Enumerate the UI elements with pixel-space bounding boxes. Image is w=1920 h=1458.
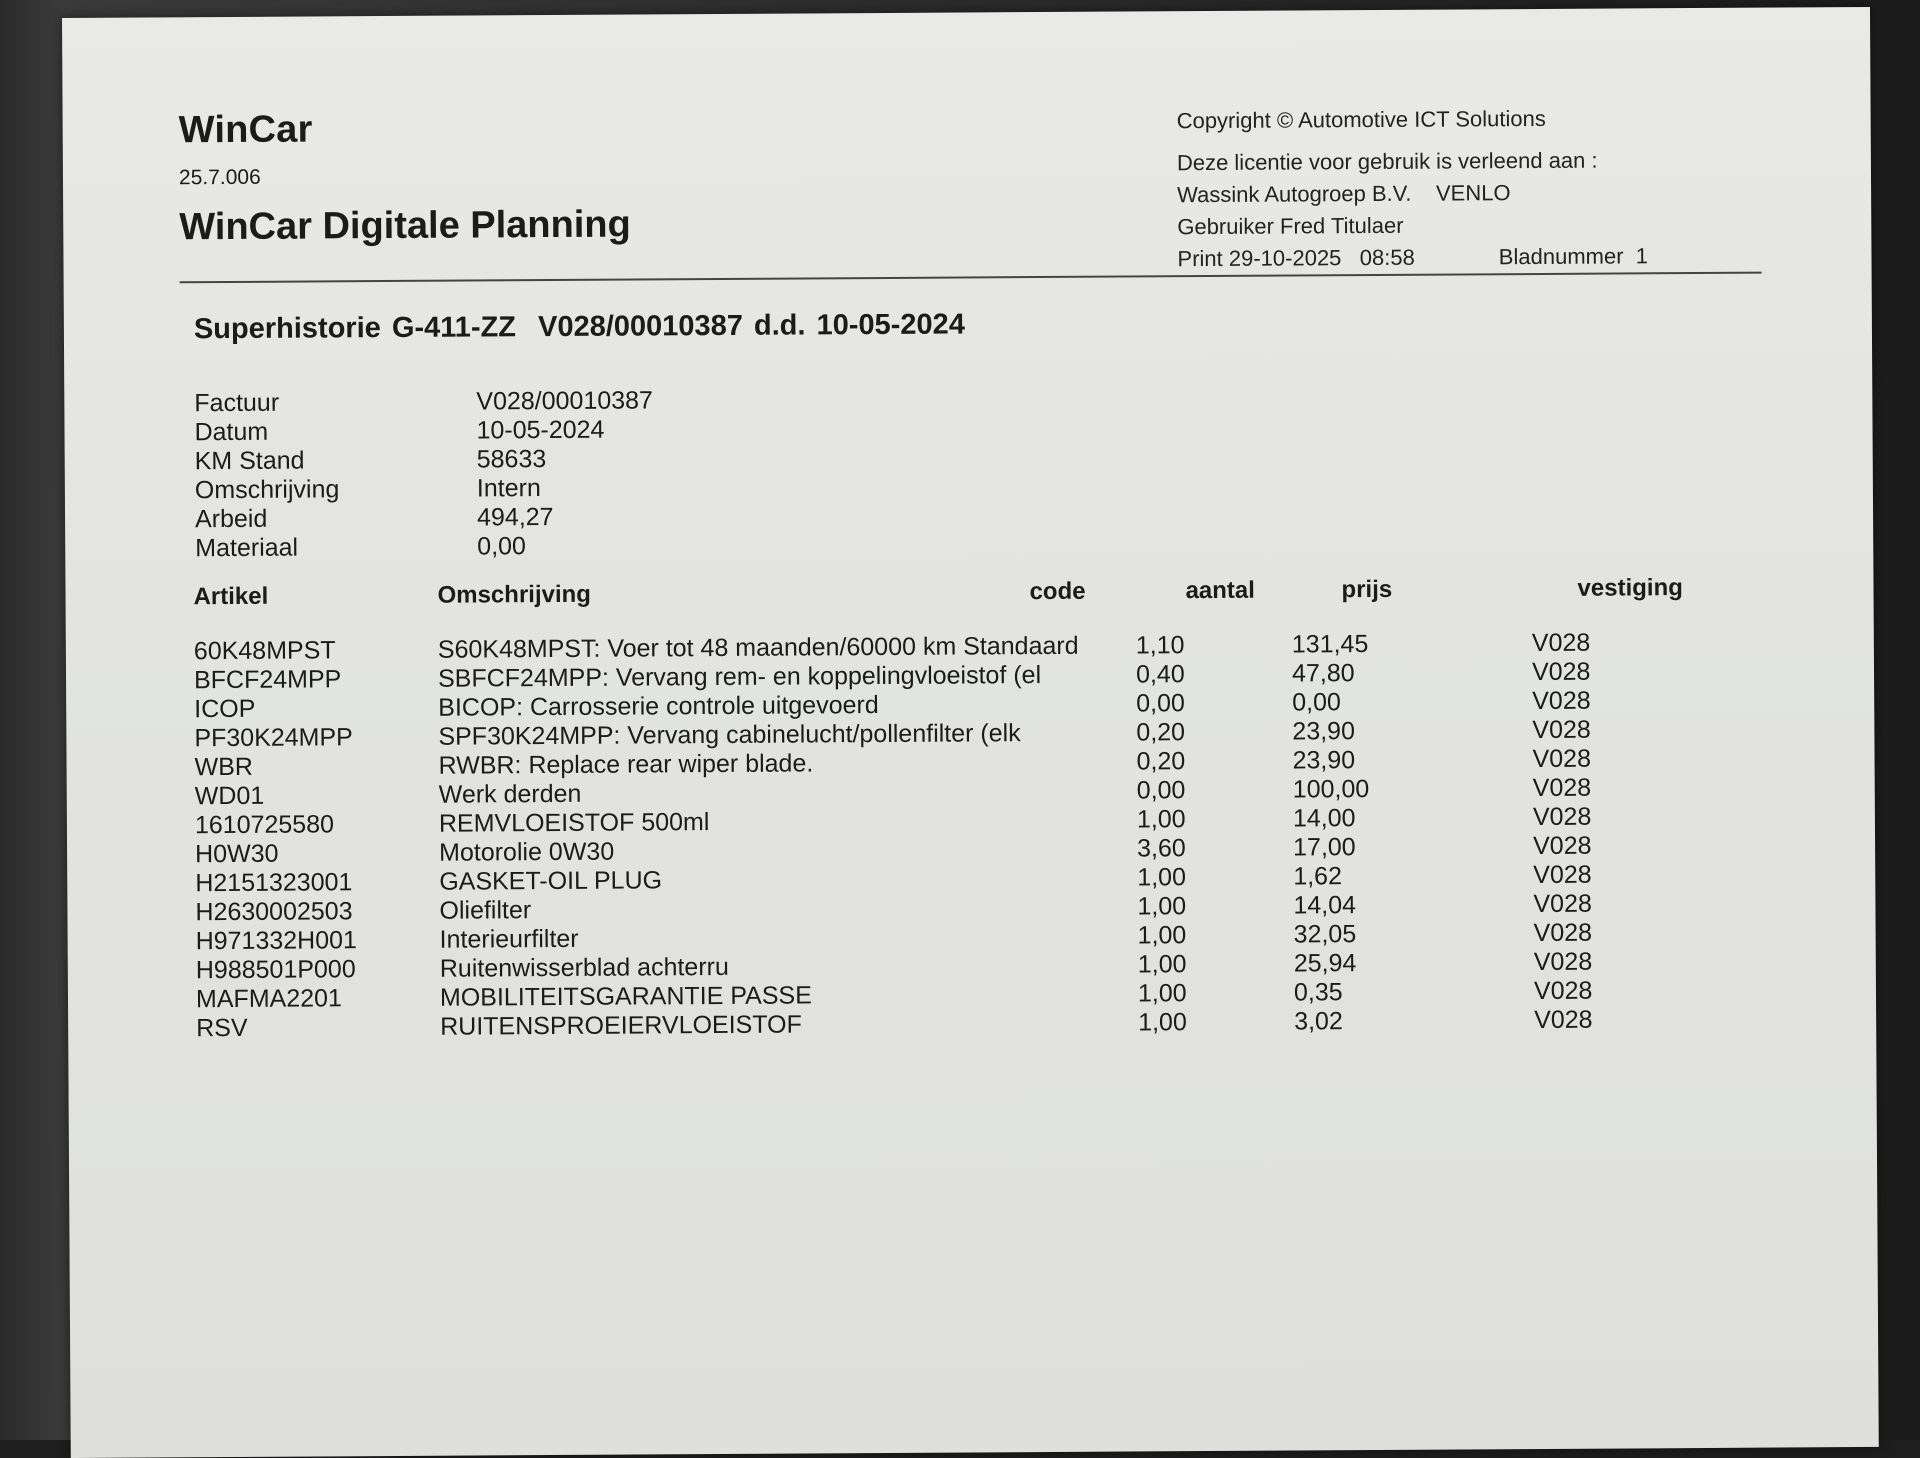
- cell-omschrijving: MOBILITEITSGARANTIE PASSE: [440, 979, 1138, 1012]
- cell-artikel: RSV: [196, 1013, 440, 1043]
- cell-artikel: WD01: [195, 781, 439, 811]
- cell-prijs: 23,90: [1292, 716, 1532, 746]
- cell-vestiging: V028: [1534, 947, 1714, 977]
- cell-omschrijving: GASKET-OIL PLUG: [439, 863, 1137, 896]
- cell-vestiging: V028: [1533, 831, 1713, 861]
- summary-row: [195, 502, 654, 534]
- line-items-table: [193, 574, 1776, 1044]
- table-header: [193, 574, 1773, 638]
- printed-page: [62, 7, 1879, 1458]
- cell-artikel: H0W30: [195, 839, 439, 869]
- cell-prijs: 0,00: [1292, 687, 1532, 717]
- cell-prijs: 17,00: [1293, 832, 1533, 862]
- cell-omschrijving: RUITENSPROEIERVLOEISTOF: [440, 1008, 1138, 1041]
- summary-label: Materiaal: [195, 532, 477, 563]
- summary-value: Intern: [477, 474, 541, 503]
- cell-vestiging: V028: [1534, 976, 1714, 1006]
- print-datetime: Print 29-10-2025 08:58: [1177, 242, 1414, 275]
- cell-omschrijving: Werk derden: [439, 776, 1137, 809]
- cell-artikel: 60K48MPST: [194, 636, 438, 666]
- cell-prijs: 25,94: [1294, 948, 1534, 978]
- cell-artikel: 1610725580: [195, 810, 439, 840]
- cell-aantal: 0,20: [1136, 746, 1292, 776]
- app-version: 25.7.006: [179, 164, 631, 191]
- header-divider: [180, 272, 1762, 284]
- app-name: WinCar: [179, 107, 631, 153]
- summary-label: Omschrijving: [195, 474, 477, 505]
- cell-aantal: 1,00: [1138, 978, 1294, 1008]
- cell-aantal: 0,20: [1136, 717, 1292, 747]
- cell-vestiging: V028: [1534, 918, 1714, 948]
- cell-vestiging: V028: [1533, 860, 1713, 890]
- col-header-omschrijving: Omschrijving: [437, 578, 1029, 636]
- cell-vestiging: V028: [1534, 1005, 1714, 1035]
- user-name: Gebruiker Fred Titulaer: [1177, 208, 1648, 243]
- cell-omschrijving: SBFCF24MPP: Vervang rem- en koppelingvloeistof (el: [438, 660, 1136, 693]
- cell-prijs: 100,00: [1293, 774, 1533, 804]
- document-title: Superhistorie G-411-ZZ V028/00010387 d.d. 10-05-2024: [194, 308, 965, 346]
- licensee: Wassink Autogroep B.V. VENLO: [1177, 176, 1648, 211]
- table-body: [194, 628, 1776, 1044]
- print-line: [1177, 240, 1648, 275]
- cell-vestiging: V028: [1532, 686, 1712, 716]
- cell-omschrijving: REMVLOEISTOF 500ml: [439, 805, 1137, 838]
- cell-vestiging: V028: [1532, 715, 1712, 745]
- cell-artikel: ICOP: [194, 694, 438, 724]
- summary-label: KM Stand: [195, 445, 477, 476]
- cell-vestiging: V028: [1533, 773, 1713, 803]
- header-left: [179, 107, 631, 250]
- copyright-notice: Copyright © Automotive ICT Solutions: [1177, 102, 1648, 137]
- cell-artikel: H2151323001: [195, 868, 439, 898]
- cell-vestiging: V028: [1532, 657, 1712, 687]
- cell-artikel: PF30K24MPP: [194, 723, 438, 753]
- cell-artikel: MAFMA2201: [196, 984, 440, 1014]
- license-text: Deze licentie voor gebruik is verleend aan :: [1177, 144, 1648, 179]
- cell-aantal: 1,10: [1136, 630, 1292, 660]
- cell-aantal: 1,00: [1137, 891, 1293, 921]
- cell-aantal: 0,40: [1136, 659, 1292, 689]
- cell-aantal: 1,00: [1138, 949, 1294, 979]
- summary-value: V028/00010387: [476, 386, 653, 416]
- cell-artikel: H971332H001: [196, 926, 440, 956]
- cell-omschrijving: Motorolie 0W30: [439, 834, 1137, 867]
- cell-vestiging: V028: [1532, 744, 1712, 774]
- cell-aantal: 1,00: [1137, 804, 1293, 834]
- cell-prijs: 1,62: [1293, 861, 1533, 891]
- summary-row: [195, 444, 654, 476]
- summary-row: [194, 415, 653, 447]
- cell-aantal: 1,00: [1138, 1007, 1294, 1037]
- cell-vestiging: V028: [1533, 802, 1713, 832]
- cell-artikel: WBR: [194, 752, 438, 782]
- cell-omschrijving: RWBR: Replace rear wiper blade.: [438, 747, 1136, 780]
- cell-vestiging: V028: [1533, 889, 1713, 919]
- summary-value: 10-05-2024: [476, 416, 604, 446]
- cell-prijs: 3,02: [1294, 1006, 1534, 1036]
- cell-artikel: BFCF24MPP: [194, 665, 438, 695]
- cell-omschrijving: Ruitenwisserblad achterru: [440, 950, 1138, 983]
- summary-label: Datum: [194, 416, 476, 447]
- cell-prijs: 131,45: [1292, 629, 1532, 659]
- cell-prijs: 23,90: [1292, 745, 1532, 775]
- summary-row: [194, 386, 653, 418]
- col-header-prijs: prijs: [1341, 575, 1577, 630]
- summary-value: 494,27: [477, 503, 554, 532]
- cell-prijs: 32,05: [1294, 919, 1534, 949]
- cell-aantal: 0,00: [1137, 775, 1293, 805]
- cell-prijs: 47,80: [1292, 658, 1532, 688]
- cell-omschrijving: BICOP: Carrosserie controle uitgevoerd: [438, 689, 1136, 722]
- summary-value: 0,00: [477, 532, 526, 561]
- cell-omschrijving: SPF30K24MPP: Vervang cabinelucht/pollenfilter (elk: [438, 718, 1136, 751]
- cell-artikel: H988501P000: [196, 955, 440, 985]
- cell-aantal: 0,00: [1136, 688, 1292, 718]
- app-subtitle: WinCar Digitale Planning: [179, 204, 631, 250]
- header-right: [1177, 102, 1648, 275]
- summary-label: Arbeid: [195, 503, 477, 534]
- cell-aantal: 3,60: [1137, 833, 1293, 863]
- summary-row: [195, 473, 654, 505]
- page-number: Bladnummer 1: [1499, 240, 1648, 273]
- col-header-vestiging: vestiging: [1577, 574, 1757, 629]
- cell-aantal: 1,00: [1137, 862, 1293, 892]
- cell-artikel: H2630002503: [195, 897, 439, 927]
- cell-prijs: 14,04: [1293, 890, 1533, 920]
- cell-prijs: 0,35: [1294, 977, 1534, 1007]
- cell-prijs: 14,00: [1293, 803, 1533, 833]
- summary-label: Factuur: [194, 387, 476, 418]
- invoice-summary: [194, 386, 654, 563]
- cell-omschrijving: Interieurfilter: [440, 921, 1138, 954]
- cell-omschrijving: S60K48MPST: Voer tot 48 maanden/60000 km Standaard: [438, 631, 1136, 664]
- cell-omschrijving: Oliefilter: [439, 892, 1137, 925]
- col-header-artikel: Artikel: [193, 582, 437, 637]
- summary-value: 58633: [477, 445, 547, 474]
- cell-vestiging: V028: [1532, 628, 1712, 658]
- cell-aantal: 1,00: [1138, 920, 1294, 950]
- col-header-code: code: [1029, 577, 1185, 632]
- summary-row: [195, 531, 654, 563]
- col-header-aantal: aantal: [1185, 576, 1341, 631]
